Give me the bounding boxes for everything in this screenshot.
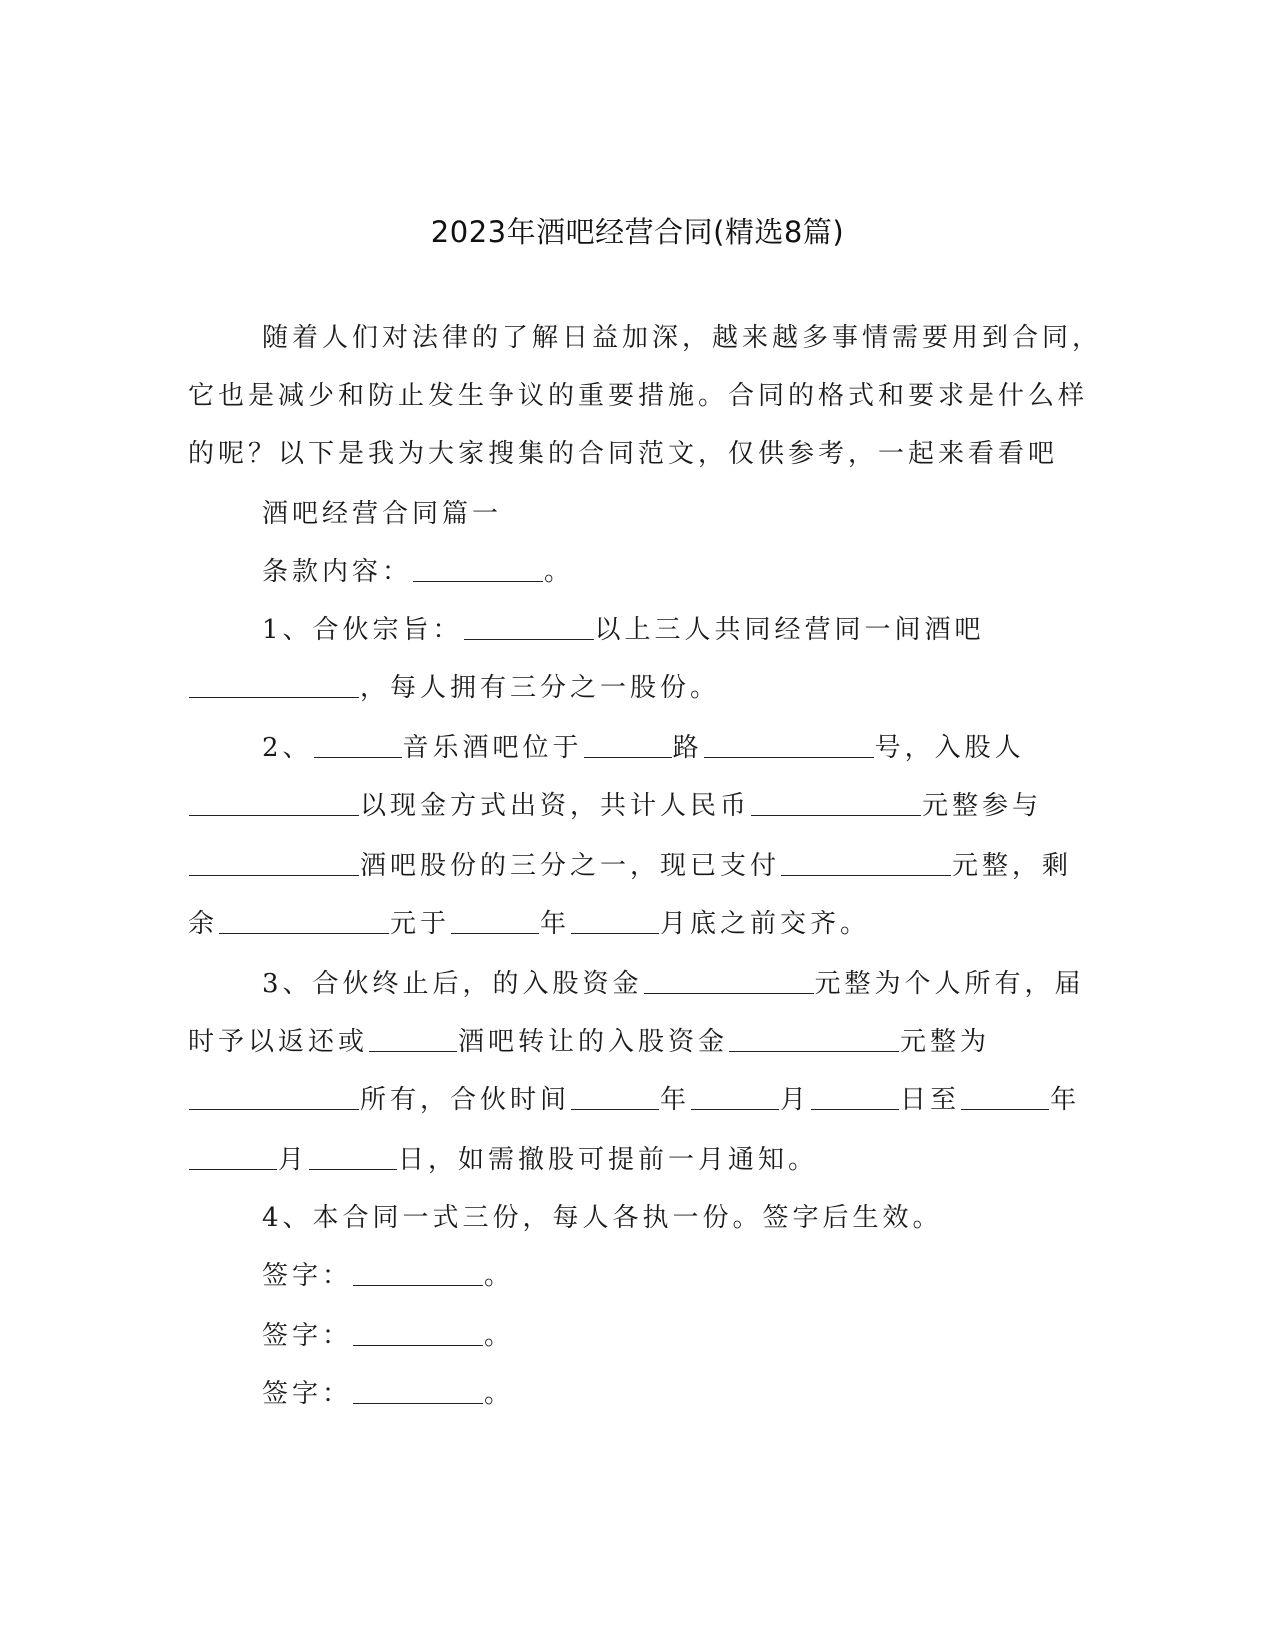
clause-3-text: 年	[660, 1085, 691, 1115]
clause-4: 4、本合同一式三份，每人各执一份。签字后生效。	[262, 1203, 943, 1233]
clause-2-text: 音乐酒吧位于	[402, 733, 583, 763]
signature-line-2	[262, 1316, 514, 1356]
fill-blank	[729, 1023, 899, 1052]
signature-blank	[353, 1317, 483, 1346]
fill-blank	[751, 787, 921, 816]
clause-3-text: 日至	[900, 1085, 961, 1115]
clause-1-line-1	[262, 610, 985, 650]
clause-3-text: 时予以返还或	[188, 1027, 369, 1057]
clause-2-text: 以现金方式出资，共计人民币	[360, 791, 751, 821]
clause-2-line-4	[188, 904, 870, 944]
clause-3-line-1	[262, 964, 1085, 1004]
clause-3-text: 日，如需撤股可提前一月通知。	[398, 1145, 819, 1175]
clause-3-text: 年	[1050, 1085, 1081, 1115]
clause-2-text: 月底之前交齐。	[660, 909, 871, 939]
section-heading: 酒吧经营合同篇一	[262, 499, 503, 529]
signature-line-1	[262, 1256, 514, 1296]
clause-1-text: 1、合伙宗旨：	[262, 615, 463, 645]
clause-2-text: 2、	[262, 733, 313, 763]
signature-label: 签字：	[262, 1379, 353, 1409]
clause-3-text: 月	[278, 1145, 309, 1175]
fill-blank	[219, 905, 389, 934]
fill-blank	[644, 965, 814, 994]
clause-2-text: 酒吧股份的三分之一，现已支付	[360, 851, 781, 881]
clause-3-text: 月	[780, 1085, 811, 1115]
fill-blank	[189, 847, 359, 876]
clause-3-text: 酒吧转让的入股资金	[458, 1027, 729, 1057]
clause-3-text: 3、合伙终止后，的入股资金	[262, 969, 643, 999]
fill-blank	[691, 1081, 779, 1110]
document-title: 2023年酒吧经营合同(精选8篇)	[430, 215, 845, 249]
signature-label: 签字：	[262, 1261, 353, 1291]
clause-2-text: 元整参与	[922, 791, 1043, 821]
clause-3-line-4	[188, 1140, 818, 1180]
clause-2-text: 年	[540, 909, 571, 939]
intro-line-3: 的呢？以下是我为大家搜集的合同范文，仅供参考，一起来看看吧	[188, 439, 1059, 469]
fill-blank	[189, 1081, 359, 1110]
clause-2-line-1	[262, 728, 1025, 768]
intro-line-2: 它也是减少和防止发生争议的重要措施。合同的格式和要求是什么样	[188, 381, 1089, 411]
clause-3-line-2	[188, 1022, 990, 1062]
period: 。	[484, 1261, 515, 1291]
intro-line-1: 随着人们对法律的了解日益加深，越来越多事情需要用到合同，	[262, 323, 1103, 353]
clause-2-text: 号，入股人	[874, 733, 1025, 763]
fill-blank	[571, 905, 659, 934]
clause-2-text: 元整，剩	[952, 851, 1073, 881]
clause-1-text: 以上三人共同经营同一间酒吧	[594, 615, 985, 645]
fill-blank	[309, 1141, 397, 1170]
signature-blank	[353, 1257, 483, 1286]
period: 。	[544, 557, 575, 587]
fill-blank	[571, 1081, 659, 1110]
fill-blank	[781, 847, 951, 876]
fill-blank	[464, 611, 594, 640]
fill-blank	[189, 787, 359, 816]
clause-2-text: 余	[188, 909, 219, 939]
fill-blank	[961, 1081, 1049, 1110]
clause-1-text: ，每人拥有三分之一股份。	[360, 673, 721, 703]
signature-blank	[353, 1375, 483, 1404]
clause-2-text: 路	[672, 733, 703, 763]
period: 。	[484, 1379, 515, 1409]
terms-line	[262, 552, 574, 592]
fill-blank	[189, 1141, 277, 1170]
clause-2-line-2	[188, 786, 1042, 826]
clause-1-line-2	[188, 668, 720, 708]
fill-blank	[189, 669, 359, 698]
fill-blank	[584, 729, 672, 758]
fill-blank	[811, 1081, 899, 1110]
fill-blank	[704, 729, 874, 758]
fill-blank	[451, 905, 539, 934]
fill-blank	[413, 553, 543, 582]
clause-3-text: 所有，合伙时间	[360, 1085, 571, 1115]
clause-3-text: 元整为个人所有，届	[814, 969, 1085, 999]
fill-blank	[369, 1023, 457, 1052]
clause-3-line-3	[188, 1080, 1080, 1120]
terms-label: 条款内容：	[262, 557, 413, 587]
fill-blank	[314, 729, 402, 758]
signature-line-3	[262, 1374, 514, 1414]
period: 。	[484, 1321, 515, 1351]
clause-3-text: 元整为	[900, 1027, 991, 1057]
clause-2-text: 元于	[390, 909, 451, 939]
signature-label: 签字：	[262, 1321, 353, 1351]
clause-2-line-3	[188, 846, 1072, 886]
